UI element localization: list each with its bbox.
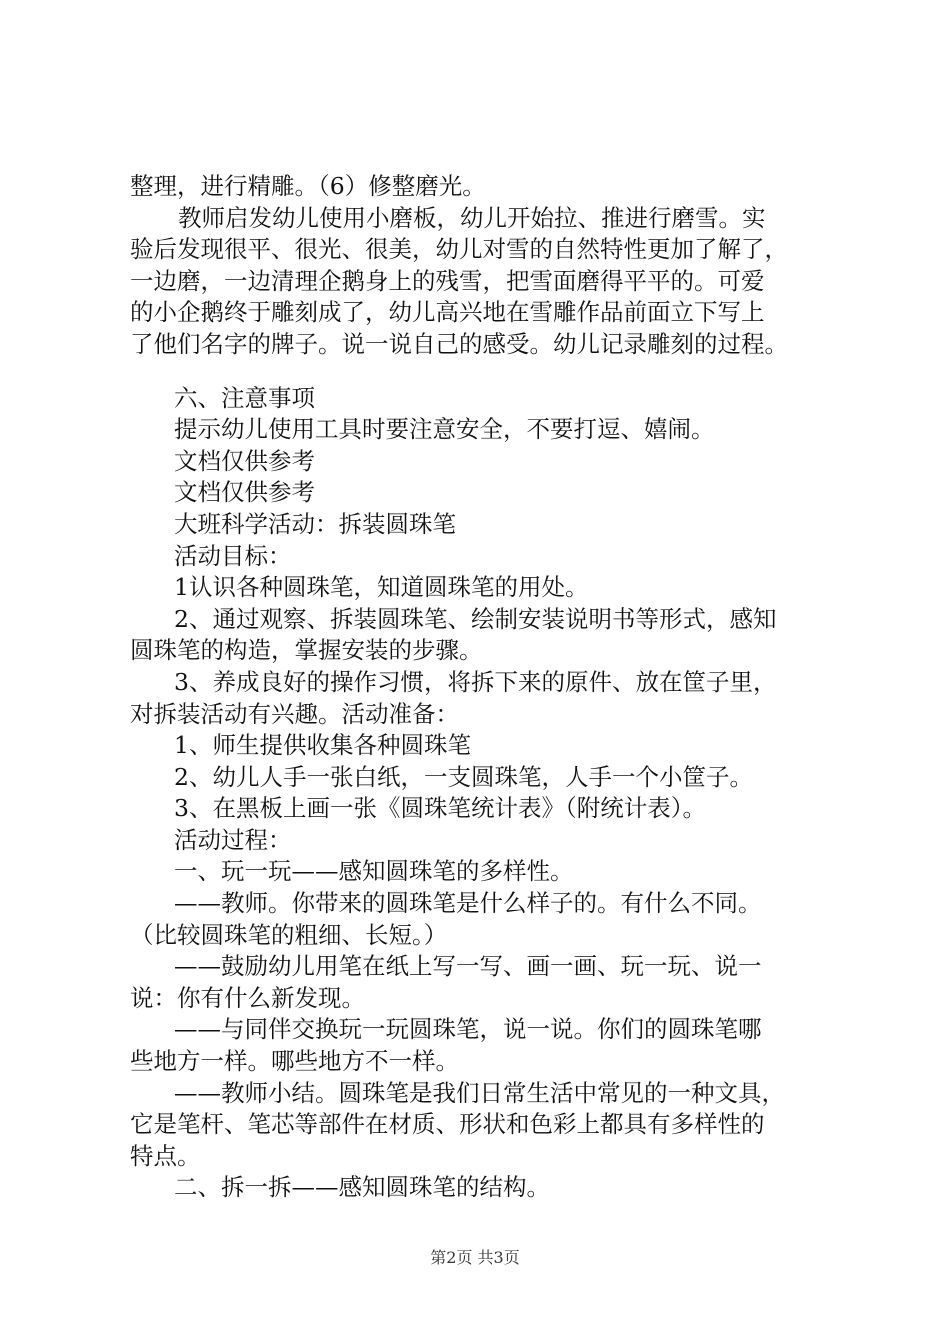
text-line: 1认识各种圆珠笔，知道圆珠笔的用处。 — [174, 573, 589, 602]
text-line: 3、养成良好的操作习惯，将拆下来的原件、放在筐子里， — [174, 667, 777, 696]
text-line: 对拆装活动有兴趣。活动准备： — [130, 699, 459, 728]
text-line: 1、师生提供收集各种圆珠笔 — [174, 731, 471, 760]
text-line: 活动目标： — [174, 541, 292, 570]
text-line: 圆珠笔的构造，掌握安装的步骤。 — [130, 636, 483, 665]
text-line: 的小企鹅终于雕刻成了，幼儿高兴地在雪雕作品前面立下写上 — [130, 298, 765, 327]
text-line: 说：你有什么新发现。 — [130, 983, 365, 1012]
text-line: 特点。 — [130, 1141, 201, 1170]
text-line: ——教师。你带来的圆珠笔是什么样子的。有什么不同。 — [174, 889, 762, 918]
paragraph-gap — [130, 361, 845, 383]
text-line: 文档仅供参考 — [174, 446, 315, 475]
text-line: 验后发现很平、很光、很美，幼儿对雪的自然特性更加了解了， — [130, 235, 788, 264]
text-line: 整理，进行精雕。（6）修整磨光。 — [130, 172, 486, 200]
text-line: 些地方一样。哪些地方不一样。 — [130, 1047, 459, 1076]
text-line: 教师启发幼儿使用小磨板，幼儿开始拉、推进行磨雪。实 — [178, 203, 766, 232]
page-number: 第2页 共3页 — [430, 1248, 520, 1267]
text-line: 2、幼儿人手一张白纸，一支圆珠笔，人手一个小筐子。 — [174, 762, 753, 791]
text-line: ——与同伴交换玩一玩圆珠笔，说一说。你们的圆珠笔哪 — [174, 1015, 762, 1044]
text-line: 一边磨，一边清理企鹅身上的残雪，把雪面磨得平平的。可爱 — [130, 266, 765, 295]
text-line: 文档仅供参考 — [174, 478, 315, 507]
text-line: 活动过程： — [174, 825, 292, 854]
text-line: 2、通过观察、拆装圆珠笔、绘制安装说明书等形式，感知 — [174, 604, 777, 633]
text-line: ——教师小结。圆珠笔是我们日常生活中常见的一种文具， — [174, 1078, 785, 1107]
section-heading: 六、注意事项 — [174, 383, 315, 412]
text-line: （比较圆珠笔的粗细、长短。） — [130, 920, 448, 949]
text-line: 它是笔杆、笔芯等部件在材质、形状和色彩上都具有多样性的 — [130, 1110, 765, 1139]
text-line: 了他们名字的牌子。说一说自己的感受。幼儿记录雕刻的过程。 — [130, 329, 788, 358]
page-footer — [0, 1245, 950, 1268]
text-line: 3、在黑板上画一张《圆珠笔统计表》（附统计表）。 — [174, 794, 706, 823]
text-line: 一、玩一玩——感知圆珠笔的多样性。 — [174, 857, 574, 886]
text-line: 二、拆一拆——感知圆珠笔的结构。 — [174, 1173, 550, 1202]
document-body — [130, 171, 845, 1204]
text-line: 提示幼儿使用工具时要注意安全，不要打逗、嬉闹。 — [174, 415, 715, 444]
text-line: ——鼓励幼儿用笔在纸上写一写、画一画、玩一玩、说一 — [174, 952, 762, 981]
activity-title: 大班科学活动：拆装圆珠笔 — [174, 509, 456, 538]
